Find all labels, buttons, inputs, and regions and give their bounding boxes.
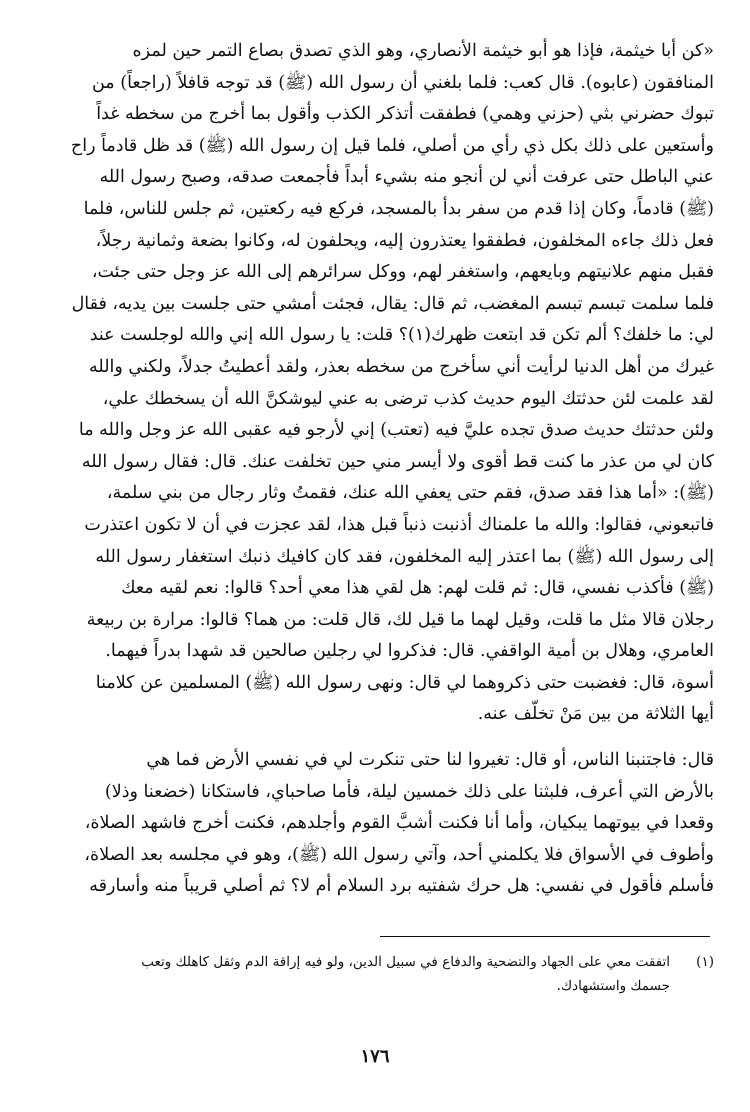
text-line: وقعدا في بيوتهما يبكيان، وأما أنا فكنت أشبَّ القوم وأجلدهم، فكنت أخرج فاشهد الصلاة، [84,813,714,834]
footnote-text [36,950,670,998]
text-line: العامري، وهلال بن أمية الواقفي. قال: فذكروا لي رجلين صالحين قد شهدا بدراً فيهما. [105,641,714,662]
text-line: (ﷺ) قادماً، وكان إذا قدم من سفر بدأ بالمسجد، فركع فيه ركعتين، ثم جلس للناس، فلما [83,198,714,219]
text-line: بالأرض التي أعرف، فلبثنا على ذلك خمسين ليلة، فأما صاحباي، فاستكانا (خضعنا وذلا) [104,781,714,802]
footnote-separator [380,936,710,937]
text-line: عني الباطل حتى عرفت أني لن أنجو منه بشيء أبداً فأجمعت صدقه، وصبح رسول الله [99,167,714,188]
text-line: فاتبعوني، فقالوا: والله ما علمناك أذنبت ذنباً قبل هذا، لقد عجزت في أن لا تكون اعتذرت [84,514,714,535]
paragraph-2 [36,745,714,903]
text-line: تبوك حضرني بثي (حزني وهمي) فطفقت أتذكر الكذب وأقول بما أخرج من سخطه غداً [96,104,714,125]
text-line: كان لي من عذر ما كنت قط أقوى ولا أيسر مني حين تخلفت عنك. قال: فقال رسول الله [81,451,714,472]
text-line: (ﷺ) فأكذب نفسي، قال: ثم قلت لهم: هل لقي هذا معي أحد؟ قالوا: نعم لقيه معك [121,578,714,599]
text-line: لقد علمت لئن حدثتك اليوم حديث كذب ترضى به عني ليوشكنَّ الله أن يسخطك علي، [102,388,714,409]
text-line: فأسلم فأقول في نفسي: هل حرك شفتيه برد السلام أم لا؟ ثم أصلي قريباً منه وأسارقه [89,876,714,897]
footnote [36,950,714,998]
text-line: غيرك من أهل الدنيا لرأيت أني سأخرج من سخطه بعذر، ولقد أعطيتُ جدلاً، ولكني والله [89,356,714,377]
main-text [36,36,714,903]
text-line: لي: ما خلفك؟ ألم تكن قد ابتعت ظهرك(١)؟ قلت: يا رسول الله إني والله لوجلست عند [89,325,714,346]
footnote-line: جسمك واستشهادك. [556,978,670,994]
text-line: أيها الثلاثة من بين مَنْ تخلّف عنه. [477,704,714,725]
text-line: المنافقون (عابوه). قال كعب: فلما بلغني أن رسول الله (ﷺ) قد توجه قافلاً (راجعاً) من [91,72,714,93]
text-line: قال: فاجتنبنا الناس، أو قال: تغيروا لنا حتى تنكرت لي في نفسي الأرض فما هي [146,750,714,771]
paragraph-1 [36,36,714,731]
text-line: وأستعين على ذلك بكل ذي رأي من أصلي، فلما قيل إن رسول الله (ﷺ) قد ظل قادماً راح [70,135,714,156]
page-number: ١٧٦ [360,1046,390,1067]
text-line: فعل ذلك جاءه المخلفون، فطفقوا يعتذرون إليه، ويحلفون له، وكانوا بضعة وثمانية رجلاً، [95,230,714,251]
text-line: أسوة، قال: فغضبت حتى ذكروهما لي قال: ونهى رسول الله (ﷺ) المسلمين عن كلامنا [95,672,714,693]
text-line: وأطوف في الأسواق فلا يكلمني أحد، وآتي رسول الله (ﷺ)، وهو في مجلسه بعد الصلاة، [84,844,714,865]
footnote-line: اتفقت معي على الجهاد والتضحية والدفاع في سبيل الدين، ولو فيه إراقة الدم وثقل كاهلك وتعب [141,954,670,970]
text-line: فلما سلمت تبسم تبسم المغضب، ثم قال: يقال، فجئت أمشي حتى جلست بين يديه، فقال [71,293,714,314]
text-line: رجلان قالا مثل ما قلت، وقيل لهما ما قيل لك، قال قلت: من هما؟ قالوا: مرارة بن ربيعة [86,609,714,630]
paragraph-gap [36,731,714,745]
text-line: (ﷺ): «أما هذا فقد صدق، فقم حتى يعفي الله عنك، فقمتُ وثار رجال من بني سلمة، [106,483,714,504]
footnote-marker: (١) [696,954,714,970]
text-line: ولئن حدثتك حديث صدق تجده عليَّ فيه (تعتب) إني لأرجو فيه عقبى الله عز وجل والله ما [78,420,714,441]
text-line: «كن أبا خيثمة، فإذا هو أبو خيثمة الأنصاري، وهو الذي تصدق بصاع التمر حين لمزه [132,41,714,61]
footnote-row [36,950,714,998]
text-line: فقبل منهم علانيتهم وبايعهم، واستغفر لهم، ووكل سرائرهم إلى الله عز وجل حتى جئت، [91,262,714,283]
text-line: إلى رسول الله (ﷺ) بما اعتذر إليه المخلفون، فقد كان كافيك ذنبك استغفار رسول الله [95,546,714,567]
